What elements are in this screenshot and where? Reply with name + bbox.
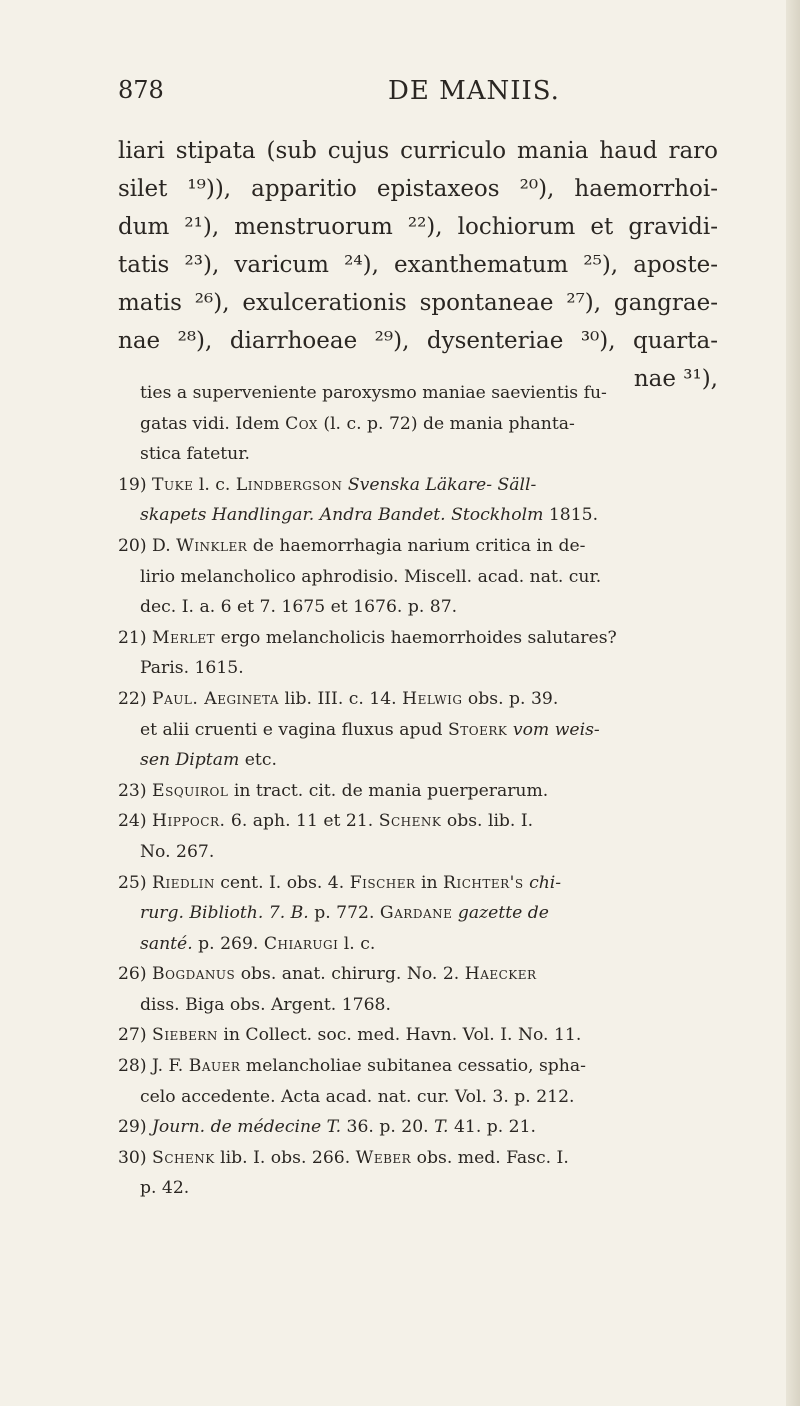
page-edge xyxy=(786,0,800,1406)
footnote-number: 29) xyxy=(118,1117,147,1138)
footnote-number: 25) xyxy=(118,872,147,893)
note-text: gatas vidi. Idem xyxy=(140,413,280,434)
note-text: et alii cruenti e vagina fluxus apud xyxy=(140,719,443,740)
note-text: de haemorrhagia narium critica in de- xyxy=(252,535,586,556)
footnote-23 xyxy=(118,776,728,807)
work-title: vom weis- xyxy=(512,719,600,740)
footnote-29 xyxy=(118,1112,728,1143)
author-name: Hippocr. xyxy=(152,811,226,832)
note-text: obs. p. 39. xyxy=(467,688,559,709)
note-text: obs. lib. I. xyxy=(446,811,534,832)
note-text: l. c. xyxy=(343,933,376,954)
footnote-line xyxy=(118,745,728,776)
note-text: stica fatetur. xyxy=(140,444,251,465)
footnotes xyxy=(118,378,728,1204)
note-text: etc. xyxy=(244,750,277,771)
work-title: sen Diptam xyxy=(140,750,240,771)
note-text: in xyxy=(420,872,438,893)
footnote-28 xyxy=(118,1051,728,1082)
work-title: skapets Handlingar. Andra Bandet. xyxy=(140,505,446,526)
footnote-number: 21) xyxy=(118,627,147,648)
footnote-25 xyxy=(118,868,728,899)
footnote-line xyxy=(118,929,728,960)
footnote-22 xyxy=(118,684,728,715)
author-name: Gardane xyxy=(379,903,453,924)
footnote-line xyxy=(118,562,728,593)
author-name: Stoerk xyxy=(448,719,508,740)
footnote-line xyxy=(118,378,728,409)
footnote-number: 27) xyxy=(118,1025,147,1046)
note-text: No. 267. xyxy=(140,841,215,862)
note-text: lib. I. obs. 266. xyxy=(220,1147,351,1168)
page-number: 878 xyxy=(118,76,164,104)
work-title: chi- xyxy=(529,872,562,893)
footnote-line xyxy=(118,715,728,746)
footnote-line xyxy=(118,1173,728,1204)
note-text: obs. med. Fasc. I. xyxy=(416,1147,569,1168)
note-text: ties a superveniente paroxysmo maniae saevientis fu- xyxy=(140,383,607,403)
author-name: Merlet xyxy=(152,627,216,648)
footnote-number: 28) xyxy=(118,1056,147,1077)
author-name: Helwig xyxy=(402,688,463,709)
author-name: Weber xyxy=(355,1147,412,1168)
note-text: obs. anat. chirurg. No. 2. xyxy=(240,964,460,985)
note-text: l. c. xyxy=(198,474,231,495)
footnote-line xyxy=(118,409,728,440)
page-header xyxy=(118,76,718,116)
footnote-number: 20) xyxy=(118,535,147,556)
footnote-line xyxy=(118,592,728,623)
work-title: rurg. Biblioth. 7. B. xyxy=(140,903,309,924)
author-name: Fischer xyxy=(349,872,416,893)
note-text: melancholiae subitanea cessatio, spha- xyxy=(245,1056,586,1077)
footnote-number: 30) xyxy=(118,1147,147,1168)
author-name: Haecker xyxy=(464,964,537,985)
author-name: Schenk xyxy=(152,1147,215,1168)
footnote-number: 23) xyxy=(118,780,147,801)
footnote-line xyxy=(118,439,728,470)
author-name: Winkler xyxy=(176,535,248,556)
author-name: Siebern xyxy=(152,1025,218,1046)
author-name: Tuke xyxy=(152,474,194,495)
note-text: celo accedente. Acta acad. nat. cur. Vol. 3. p. 212. xyxy=(140,1086,575,1107)
note-text: ergo melancholicis haemorrhoides salutares? xyxy=(220,627,617,648)
note-text: Paris. 1615. xyxy=(140,658,244,679)
note-text: in tract. cit. de mania puerperarum. xyxy=(233,780,549,801)
work-title: T. xyxy=(434,1117,449,1138)
footnote-26 xyxy=(118,959,728,990)
footnote-number: 19) xyxy=(118,474,147,495)
work-title: Journ. de médecine T. xyxy=(152,1117,342,1138)
work-title: Svenska Läkare- Säll- xyxy=(347,474,537,495)
footnote-line xyxy=(118,837,728,868)
footnote-20 xyxy=(118,531,728,562)
note-text: dec. I. a. 6 et 7. 1675 et 1676. p. 87. xyxy=(140,597,458,618)
text-line: liari stipata (sub cujus curriculo mania haud raro xyxy=(118,138,718,164)
note-text: 36. p. 20. xyxy=(346,1117,429,1138)
text-line: matis ²⁶), exulcerationis spontaneae ²⁷), gangrae- xyxy=(118,290,718,316)
note-text: p. 772. xyxy=(314,903,375,924)
footnote-line xyxy=(118,653,728,684)
note-text: J. F. xyxy=(152,1056,184,1077)
footnote-line xyxy=(118,1082,728,1113)
text-line: nae ³¹), xyxy=(633,366,718,392)
author-name: Richter's xyxy=(443,872,524,893)
author-name: Schenk xyxy=(378,811,442,832)
main-text xyxy=(118,132,718,398)
note-text: lirio melancholico aphrodisio. Miscell. acad. nat. cur. xyxy=(140,566,602,587)
running-title: DE MANIIS. xyxy=(388,76,560,106)
note-text: (l. c. p. 72) de mania phanta- xyxy=(323,413,575,434)
note-text: 6. aph. 11 et 21. xyxy=(230,811,374,832)
work-title: Stockholm xyxy=(451,505,544,526)
text-line: nae ²⁸), diarrhoeae ²⁹), dysenteriae ³⁰), quarta- xyxy=(118,328,718,354)
author-name: Riedlin xyxy=(152,872,215,893)
note-text: D. xyxy=(152,535,171,556)
footnote-number: 24) xyxy=(118,811,147,832)
note-text: 41. p. 21. xyxy=(453,1117,537,1138)
footnote-line xyxy=(118,990,728,1021)
author-name: Esquirol xyxy=(152,780,229,801)
note-text: in Collect. soc. med. Havn. Vol. I. No. 11. xyxy=(223,1025,582,1046)
footnote-number: 26) xyxy=(118,964,147,985)
text-line: tatis ²³), varicum ²⁴), exanthematum ²⁵), aposte- xyxy=(118,252,718,278)
footnote-30 xyxy=(118,1143,728,1174)
footnote-line xyxy=(118,898,728,929)
author-name: Chiarugi xyxy=(263,933,339,954)
footnote-21 xyxy=(118,623,728,654)
note-text: p. 269. xyxy=(198,933,259,954)
footnote-line xyxy=(118,500,728,531)
text-line: dum ²¹), menstruorum ²²), lochiorum et gravidi- xyxy=(118,214,718,240)
note-text: p. 42. xyxy=(140,1178,190,1199)
author-name: Lindbergson xyxy=(235,474,343,495)
author-name: Cox xyxy=(285,413,318,434)
note-text: diss. Biga obs. Argent. 1768. xyxy=(140,994,391,1015)
author-name: Bauer xyxy=(188,1056,241,1077)
footnote-27 xyxy=(118,1020,728,1051)
note-text: lib. III. c. 14. xyxy=(284,688,397,709)
author-name: Bogdanus xyxy=(152,964,236,985)
footnote-24 xyxy=(118,806,728,837)
note-text: cent. I. obs. 4. xyxy=(220,872,345,893)
note-text: 1815. xyxy=(548,505,599,526)
text-line: silet ¹⁹)), apparitio epistaxeos ²⁰), haemorrhoi- xyxy=(118,176,718,202)
footnote-19 xyxy=(118,470,728,501)
work-title: gazette de xyxy=(457,903,549,924)
work-title: santé. xyxy=(140,933,193,954)
author-name: Paul. Aegineta xyxy=(152,688,280,709)
footnote-number: 22) xyxy=(118,688,147,709)
